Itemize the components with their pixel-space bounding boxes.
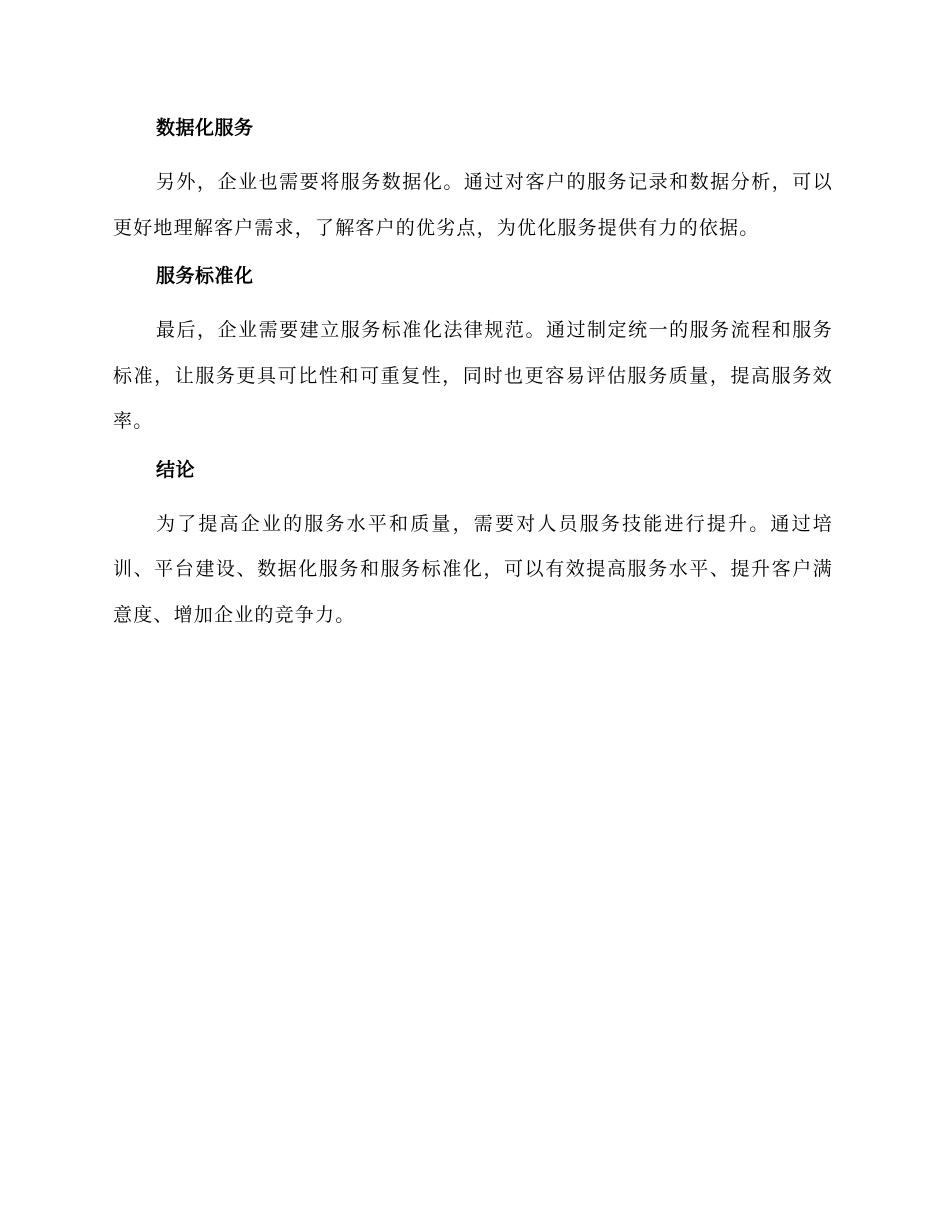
- section-paragraph-conclusion: 为了提高企业的服务水平和质量，需要对人员服务技能进行提升。通过培训、平台建设、数据化服务和服务标准化，可以有效提高服务水平、提升客户满意度、增加企业的竞争力。: [113, 512, 833, 626]
- section-heading-data-service: 数据化服务: [156, 117, 254, 139]
- section-paragraph-data-service: 另外，企业也需要将服务数据化。通过对客户的服务记录和数据分析，可以更好地理解客户需求，了解客户的优劣点，为优化服务提供有力的依据。: [113, 171, 833, 239]
- section-heading-service-standardization: 服务标准化: [156, 265, 254, 287]
- section-paragraph-service-standardization: 最后，企业需要建立服务标准化法律规范。通过制定统一的服务流程和服务标准，让服务更具可比性和可重复性，同时也更容易评估服务质量，提高服务效率。: [113, 319, 833, 432]
- document-body: [113, 108, 833, 643]
- section-heading-conclusion: 结论: [156, 458, 196, 481]
